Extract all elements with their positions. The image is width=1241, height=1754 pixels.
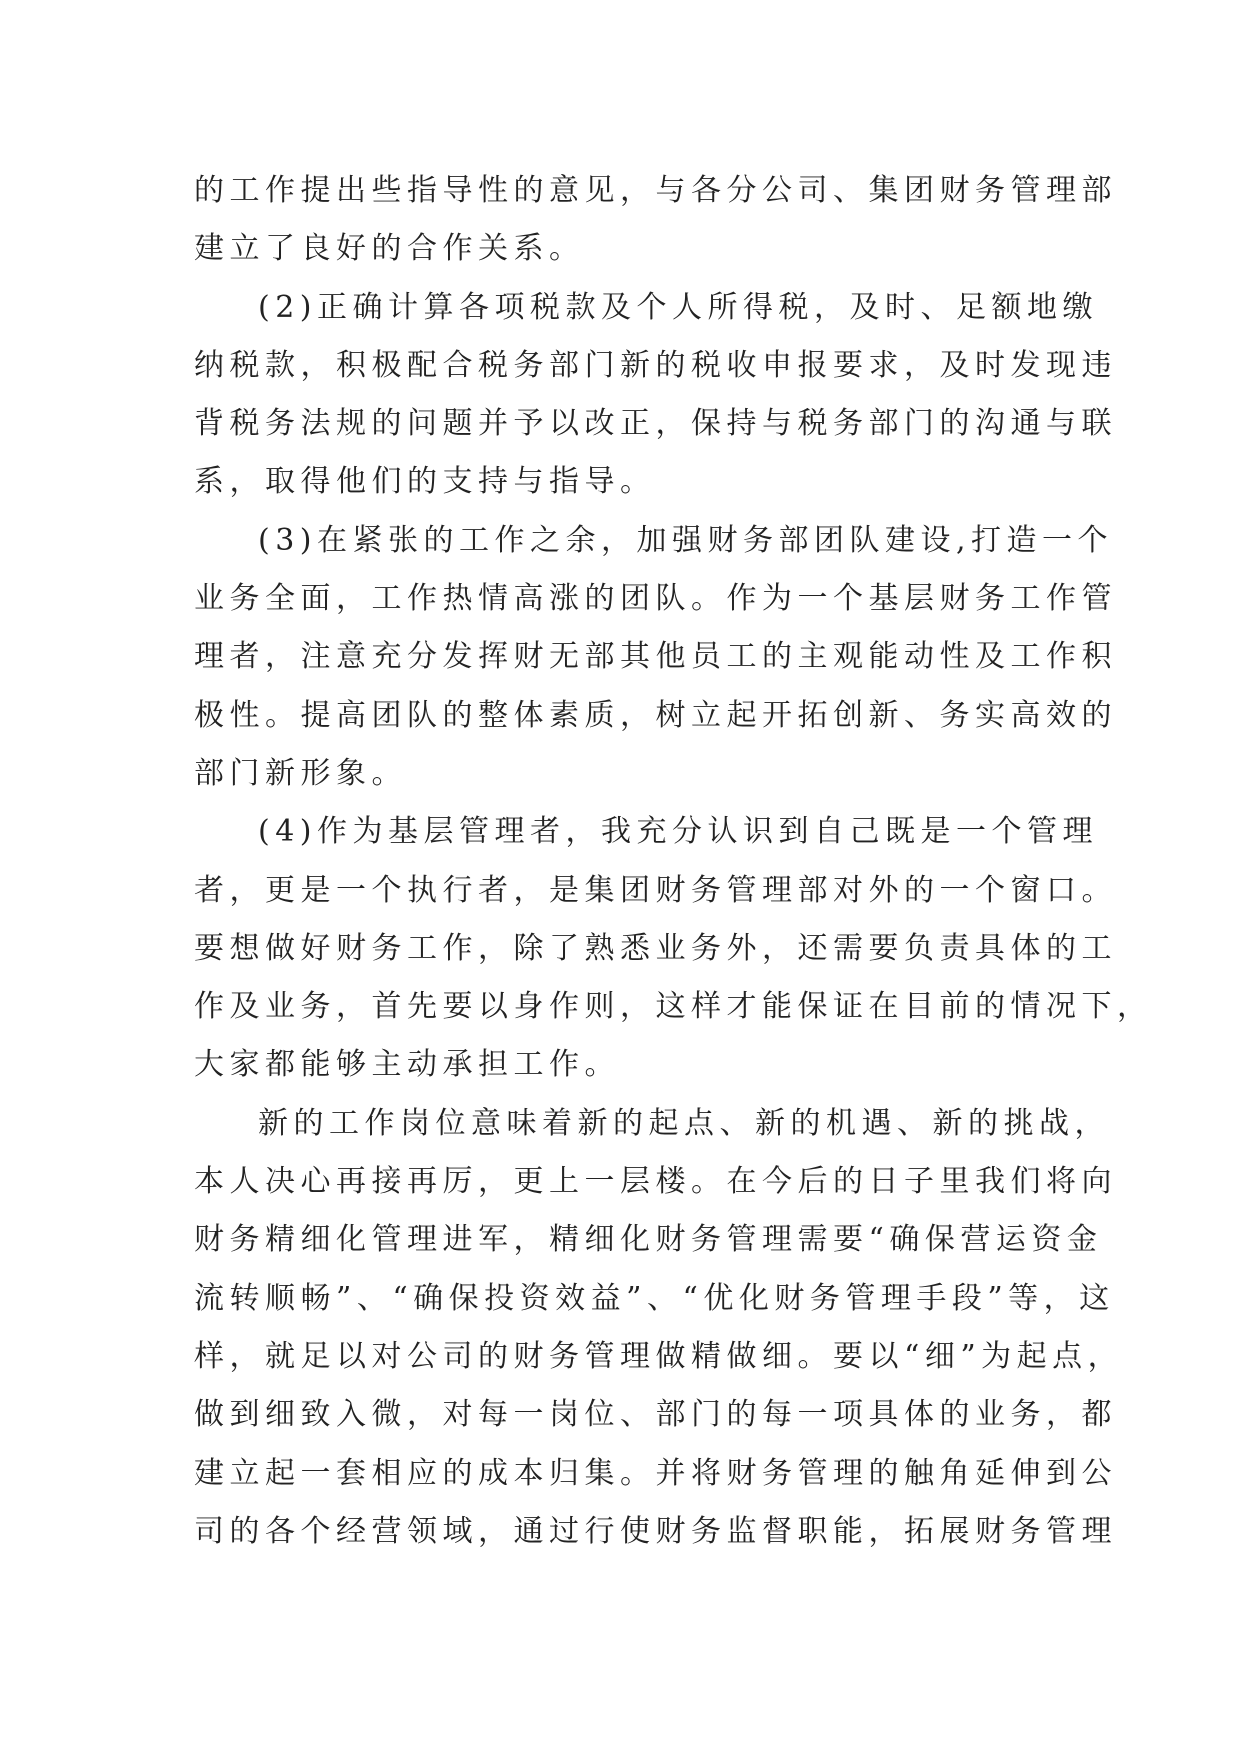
text-line: 司的各个经营领域，通过行使财务监督职能，拓展财务管理	[194, 1513, 1117, 1549]
text-line: 背税务法规的问题并予以改正，保持与税务部门的沟通与联	[194, 406, 1117, 442]
text-line: 建立起一套相应的成本归集。并将财务管理的触角延伸到公	[194, 1455, 1117, 1491]
text-line: 做到细致入微，对每一岗位、部门的每一项具体的业务，都	[194, 1397, 1117, 1433]
text-line: 要想做好财务工作，除了熟悉业务外，还需要负责具体的工	[194, 930, 1117, 966]
text-line: 极性。提高团队的整体素质，树立起开拓创新、务实高效的	[194, 697, 1117, 733]
text-line: (2)正确计算各项税款及个人所得税，及时、足额地缴	[258, 289, 1098, 325]
text-line: 纳税款，积极配合税务部门新的税收申报要求，及时发现违	[194, 347, 1117, 383]
text-line: (3)在紧张的工作之余，加强财务部团队建设,打造一个	[258, 522, 1114, 558]
text-line: 流转顺畅”、“确保投资效益”、“优化财务管理手段”等，这	[194, 1280, 1115, 1316]
text-line: 本人决心再接再厉，更上一层楼。在今后的日子里我们将向	[194, 1164, 1117, 1200]
text-line: 大家都能够主动承担工作。	[194, 1047, 620, 1083]
text-line: 者，更是一个执行者，是集团财务管理部对外的一个窗口。	[194, 872, 1117, 908]
text-line: 系，取得他们的支持与指导。	[194, 464, 656, 500]
body-text	[194, 162, 1153, 1561]
text-line: 理者，注意充分发挥财无部其他员工的主观能动性及工作积	[194, 639, 1117, 675]
text-line: 业务全面，工作热情高涨的团队。作为一个基层财务工作管	[194, 581, 1117, 617]
text-line: (4)作为基层管理者，我充分认识到自己既是一个管理	[258, 814, 1098, 850]
text-line: 财务精细化管理进军，精细化财务管理需要“确保营运资金	[194, 1222, 1103, 1258]
text-line: 建立了良好的合作关系。	[194, 231, 585, 267]
text-line: 新的工作岗位意味着新的起点、新的机遇、新的挑战，	[258, 1105, 1110, 1141]
text-line: 的工作提出些指导性的意见，与各分公司、集团财务管理部	[194, 173, 1117, 208]
text-line: 部门新形象。	[194, 755, 407, 791]
text-line: 样，就足以对公司的财务管理做精做细。要以“细”为起点，	[194, 1338, 1124, 1374]
text-line: 作及业务，首先要以身作则，这样才能保证在目前的情况下，	[194, 989, 1153, 1025]
